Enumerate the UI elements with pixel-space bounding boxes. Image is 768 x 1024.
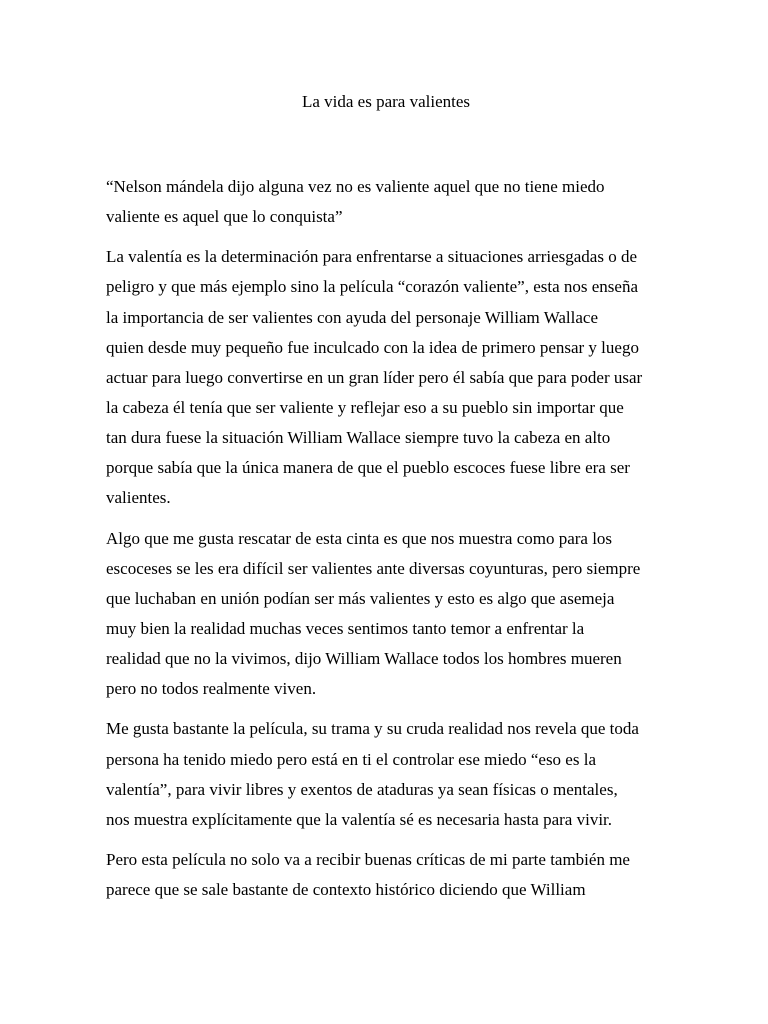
paragraph-line: porque sabía que la única manera de que el pueblo escoces fuese libre era ser (106, 458, 630, 478)
paragraph-line: valientes. (106, 488, 171, 508)
paragraph-line: Algo que me gusta rescatar de esta cinta es que nos muestra como para los (106, 528, 613, 548)
paragraph-3 (106, 524, 666, 705)
paragraph-line: actuar para luego convertirse en un gran líder pero él sabía que para poder usar (106, 367, 643, 387)
paragraph-line: Pero esta película no solo va a recibir buenas críticas de mi parte también me (106, 849, 630, 869)
paragraph-line: quien desde muy pequeño fue inculcado con la idea de primero pensar y luego (106, 337, 639, 357)
paragraph-1 (106, 172, 666, 232)
paragraph-line: la importancia de ser valientes con ayuda del personaje William Wallace (106, 307, 599, 327)
paragraph-line: tan dura fuese la situación William Wallace siempre tuvo la cabeza en alto (106, 428, 611, 448)
paragraph-line: valiente es aquel que lo conquista” (106, 207, 343, 227)
document-body (106, 172, 666, 905)
paragraph-5 (106, 845, 666, 905)
paragraph-4 (106, 714, 666, 835)
paragraph-line: nos muestra explícitamente que la valentía sé es necesaria hasta para vivir. (106, 809, 613, 829)
paragraph-line: la cabeza él tenía que ser valiente y reflejar eso a su pueblo sin importar que (106, 397, 624, 417)
paragraph-line: muy bien la realidad muchas veces sentimos tanto temor a enfrentar la (106, 618, 585, 638)
paragraph-line: escoceses se les era difícil ser valientes ante diversas coyunturas, pero siempre (106, 558, 641, 578)
paragraph-line: que luchaban en unión podían ser más valientes y esto es algo que asemeja (106, 588, 615, 608)
paragraph-line: La valentía es la determinación para enfrentarse a situaciones arriesgadas o de (106, 247, 637, 267)
paragraph-line: “Nelson mándela dijo alguna vez no es valiente aquel que no tiene miedo (106, 177, 605, 196)
paragraph-line: realidad que no la vivimos, dijo William Wallace todos los hombres mueren (106, 649, 622, 669)
paragraph-line: Me gusta bastante la película, su trama y su cruda realidad nos revela que toda (106, 719, 639, 739)
paragraph-line: valentía”, para vivir libres y exentos de ataduras ya sean físicas o mentales, (106, 779, 618, 799)
paragraph-line: peligro y que más ejemplo sino la película “corazón valiente”, esta nos enseña (106, 277, 638, 297)
document-title: La vida es para valientes (301, 92, 471, 111)
paragraph-line: parece que se sale bastante de contexto histórico diciendo que William (106, 880, 586, 900)
paragraph-2 (106, 242, 666, 513)
paragraph-line: persona ha tenido miedo pero está en ti el controlar ese miedo “eso es la (106, 749, 596, 769)
paragraph-line: pero no todos realmente viven. (106, 679, 317, 699)
